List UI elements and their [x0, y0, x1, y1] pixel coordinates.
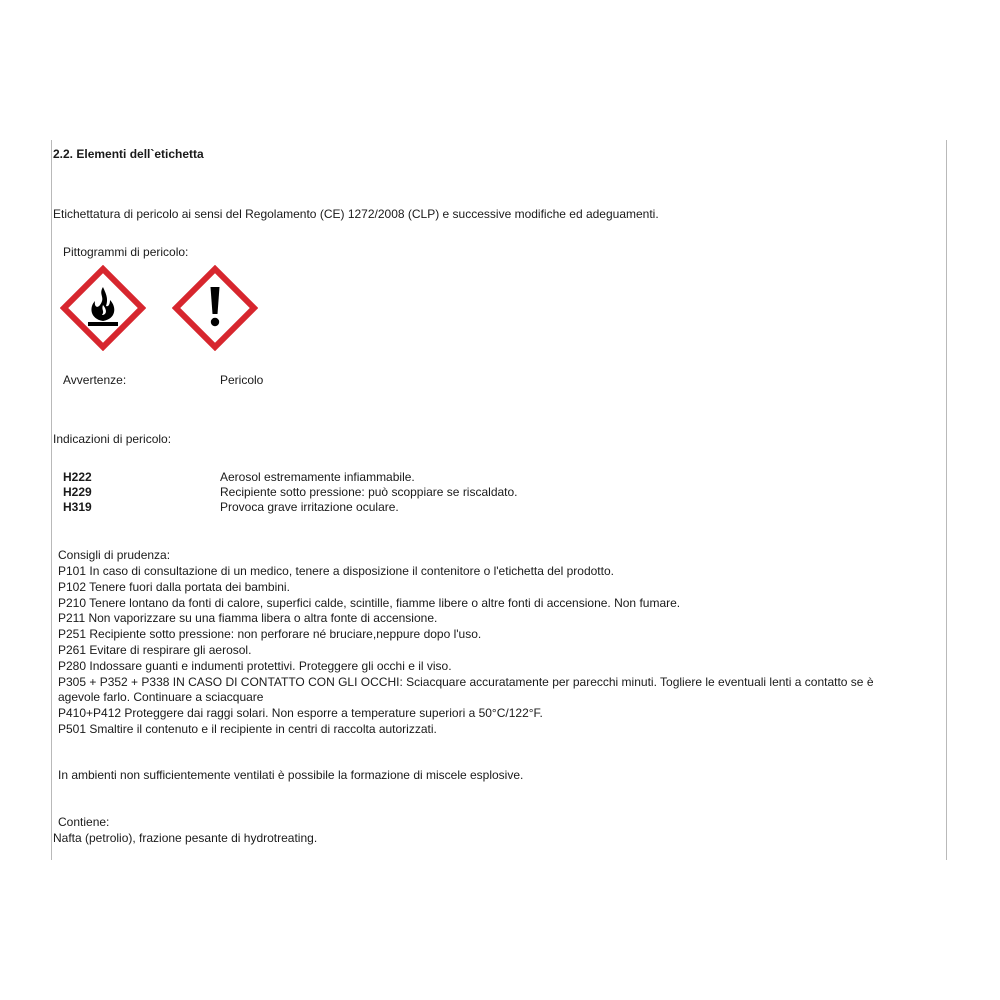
left-border-line	[51, 140, 52, 860]
intro-text: Etichettatura di pericolo ai sensi del Regolamento (CE) 1272/2008 (CLP) e successive modifiche ed adeguamenti.	[53, 207, 659, 221]
precaution-item: P305 + P352 + P338 IN CASO DI CONTATTO CON GLI OCCHI: Sciacquare accuratamente per parecchi minuti. Togliere le eventuali lenti a contatto se è agevole farlo. Continuare a sciacquare	[58, 674, 874, 705]
exclamation-dot	[211, 318, 219, 326]
precaution-item: P280 Indossare guanti e indumenti protettivi. Proteggere gli occhi e il viso.	[58, 658, 452, 673]
hazard-code: H229	[63, 485, 92, 499]
flame-icon	[60, 265, 146, 351]
hazard-code: H222	[63, 470, 92, 484]
precaution-item: P410+P412 Proteggere dai raggi solari. Non esporre a temperature superiori a 50°C/122°F.	[58, 706, 543, 721]
precaution-item: P210 Tenere lontano da fonti di calore, superfici calde, scintille, fiamme libere o altre fonti di accensione. Non fumare.	[58, 595, 681, 610]
warning-label: Avvertenze:	[63, 373, 127, 387]
hazard-text: Provoca grave irritazione oculare.	[220, 500, 399, 514]
section-title: 2.2. Elementi dell`etichetta	[53, 147, 204, 161]
hazard-code: H319	[63, 500, 92, 514]
precaution-item: P211 Non vaporizzare su una fiamma libera o altra fonte di accensione.	[58, 611, 438, 626]
hazard-text: Aerosol estremamente infiammabile.	[220, 470, 415, 484]
pictograms-label: Pittogrammi di pericolo:	[63, 245, 189, 259]
precaution-item: P101 In caso di consultazione di un medico, tenere a disposizione il contenitore o l'etichetta del prodotto.	[58, 564, 614, 578]
hazard-text: Recipiente sotto pressione: può scoppiare se riscaldato.	[220, 485, 518, 499]
contains-title: Contiene:	[58, 815, 110, 829]
precaution-item: P102 Tenere fuori dalla portata dei bambini.	[58, 579, 290, 594]
precaution-item: P501 Smaltire il contenuto e il recipiente in centri di raccolta autorizzati.	[58, 721, 437, 736]
warning-value: Pericolo	[220, 373, 264, 387]
contains-text: Nafta (petrolio), frazione pesante di hydrotreating.	[53, 831, 318, 845]
exclamation-mark-icon	[172, 265, 258, 351]
precaution-title: Consigli di prudenza:	[58, 548, 171, 562]
precaution-item: P261 Evitare di respirare gli aerosol.	[58, 642, 252, 657]
precaution-list	[58, 564, 888, 738]
hazard-title: Indicazioni di pericolo:	[53, 432, 172, 446]
precaution-item: P251 Recipiente sotto pressione: non perforare né bruciare,neppure dopo l'uso.	[58, 627, 482, 642]
flame-base	[88, 322, 118, 326]
ventilation-note: In ambienti non sufficientemente ventilati è possibile la formazione di miscele esplosive.	[58, 768, 524, 782]
right-border-line	[946, 140, 947, 860]
